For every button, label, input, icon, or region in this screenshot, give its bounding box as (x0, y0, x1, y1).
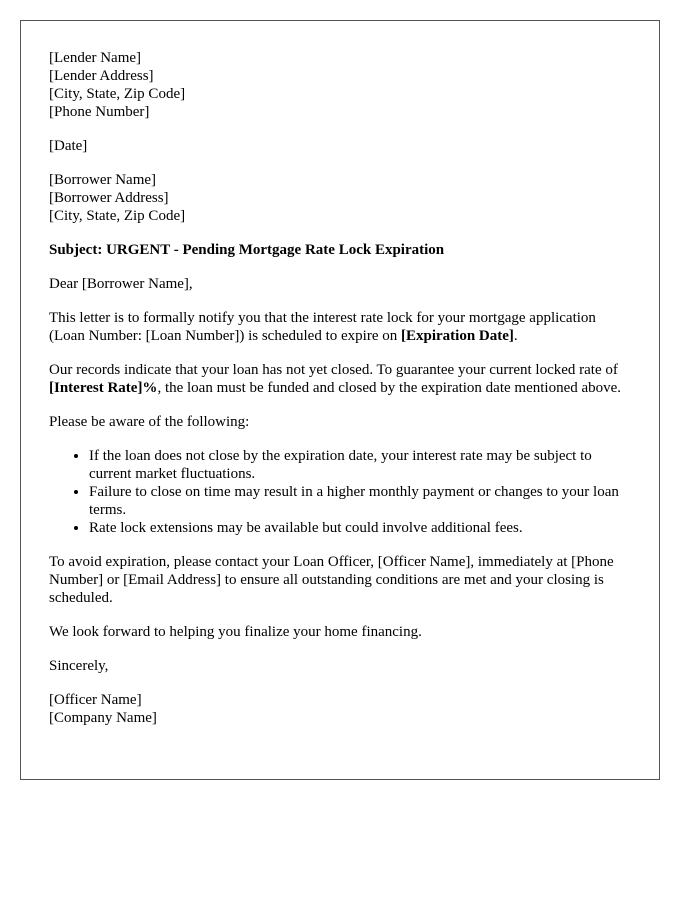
borrower-address: [Borrower Address] (49, 190, 169, 206)
lender-name: [Lender Name] (49, 50, 142, 66)
closing-sincerely: Sincerely, (49, 658, 109, 674)
paragraph-rate-lock-notice-text: This letter is to formally notify you that the interest rate lock for your mortgage application (Loan Number: [Loan Number]) is scheduled to expire on (49, 310, 596, 344)
subject-line: Subject: URGENT - Pending Mortgage Rate Lock Expiration (49, 242, 445, 258)
list-item: • If the loan does not close by the expiration date, your interest rate may be subject to current market fluctuations. (89, 447, 631, 483)
list-item: • Failure to close on time may result in a higher monthly payment or changes to your loan terms. (89, 483, 631, 519)
salutation: Dear [Borrower Name], (49, 276, 193, 292)
interest-rate-placeholder: [Interest Rate]% (49, 380, 158, 396)
list-item: • Rate lock extensions may be available but could involve additional fees. (89, 519, 631, 537)
paragraph-contact-officer: To avoid expiration, please contact your Loan Officer, [Officer Name], immediately at [Phone Number] or [Email Address] to ensure all outstanding conditions are met and your closing is scheduled. (49, 554, 614, 606)
paragraph-rate-lock-notice-end: . (513, 328, 518, 344)
date-block (49, 137, 631, 155)
paragraph-loan-status-text: Our records indicate that your loan has not yet closed. To guarantee your current locked rate of (49, 362, 618, 378)
signature-officer-name: [Officer Name] (49, 692, 142, 708)
letter-date: [Date] (49, 138, 88, 154)
consequences-list (49, 447, 631, 537)
paragraph-loan-status-end: , the loan must be funded and closed by the expiration date mentioned above. (157, 380, 622, 396)
borrower-address-block (49, 171, 631, 225)
lender-city-state-zip: [City, State, Zip Code] (49, 86, 186, 102)
borrower-city-state-zip: [City, State, Zip Code] (49, 208, 186, 224)
paragraph-loan-status (49, 361, 631, 397)
lender-address: [Lender Address] (49, 68, 154, 84)
paragraph-be-aware: Please be aware of the following: (49, 414, 250, 430)
expiration-date-placeholder: [Expiration Date] (400, 328, 514, 344)
borrower-name: [Borrower Name] (49, 172, 157, 188)
lender-address-block (49, 49, 631, 121)
signature-company-name: [Company Name] (49, 710, 157, 726)
paragraph-look-forward: We look forward to helping you finalize your home financing. (49, 624, 422, 640)
lender-phone: [Phone Number] (49, 104, 150, 120)
letter-page (20, 20, 660, 780)
paragraph-rate-lock-notice (49, 309, 631, 345)
signature-block (49, 691, 631, 727)
